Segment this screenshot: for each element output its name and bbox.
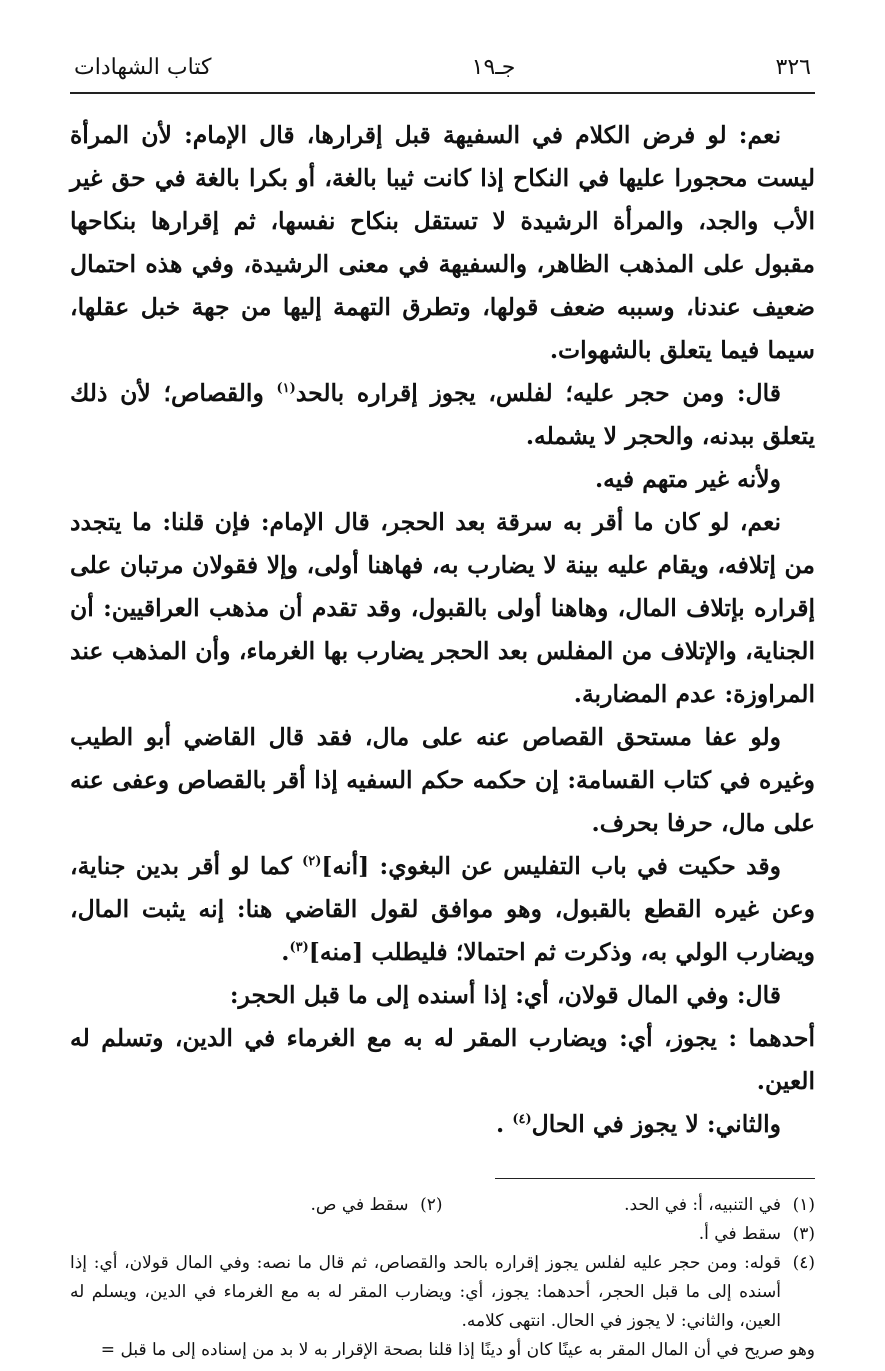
footnote-number: (١) <box>792 1195 815 1215</box>
paragraph: نعم: لو فرض الكلام في السفيهة قبل إقرارها، قال الإمام: لأن المرأة ليست محجورا عليها في النكاح إذا كانت ثيبا بالغة، أو بكرا بالغة في حق غير الأب والجد، والمرأة الرشيدة لا تستقل بنكاح نفسها، ثم إقرارها بنكاحها مقبول على المذهب الظاهر، والسفيهة في معنى الرشيدة، وفي هذه احتمال ضعيف عندنا، وسببه ضعف قولها، وتطرق التهمة إليها من جهة خبل عقلها، سيما فيما يتعلق بالشهوات. <box>70 121 815 364</box>
footnote-text: في التنبيه، أ: في الحد. <box>624 1195 781 1215</box>
main-text <box>70 114 815 1146</box>
text-run: كما لو أقر بدين جناية، وعن غيره القطع بالقبول، وهو موافق لقول القاضي هنا: إنه يثبت المال، ويضارب الولي به، وذكرت ثم احتمالا؛ فليطلب [منه] <box>70 852 815 966</box>
paragraph <box>70 372 815 458</box>
footnote-ref: (٤) <box>512 1112 532 1128</box>
footnote-number: (٢) <box>420 1195 443 1215</box>
footnotes <box>70 1191 815 1365</box>
paragraph: قال: وفي المال قولان، أي: إذا أسنده إلى ما قبل الحجر: <box>229 981 781 1009</box>
text-run: . <box>495 1110 505 1138</box>
footnote-row <box>70 1191 815 1220</box>
footnote-text: سقط في أ. <box>698 1224 781 1244</box>
footnote-divider <box>495 1178 815 1179</box>
footnote-ref: (٣) <box>289 940 309 956</box>
paragraph: ولأنه غير متهم فيه. <box>594 465 781 493</box>
text-run: قال: ومن حجر عليه؛ لفلس، يجوز إقراره بالحد <box>295 379 782 407</box>
paragraph: أحدهما : يجوز، أي: ويضارب المقر له به مع الغرماء في الدين، وتسلم له العين. <box>70 1024 815 1095</box>
footnote-number: (٤) <box>792 1253 815 1273</box>
paragraph <box>70 1103 815 1146</box>
text-run: والثاني: لا يجوز في الحال <box>531 1110 781 1138</box>
book-title: كتاب الشهادات <box>74 55 212 80</box>
text-run: لأن ذلك يتعلق ببدنه، والحجر لا يشمله. <box>70 379 815 450</box>
footnote-row <box>70 1249 815 1336</box>
highlighted-text: والقصاص؛ <box>163 379 264 407</box>
footnote-row <box>70 1220 815 1249</box>
volume-label: جـ١٩ <box>471 55 516 80</box>
paragraph <box>70 845 815 974</box>
paragraph: نعم، لو كان ما أقر به سرقة بعد الحجر، قال الإمام: فإن قلنا: ما يتجدد من إتلافه، ويقام عليه بينة لا يضارب به، فهاهنا أولى، وإلا فقولان مرتبان على إقراره بإتلاف المال، وهاهنا أولى بالقبول، وقد تقدم أن مذهب العراقيين: أن الجناية، والإتلاف من المفلس بعد الحجر يضارب بها الغرماء، وأن المذهب عند المراوزة: عدم المضاربة. <box>70 508 815 708</box>
footnote-continuation: وهو صريح في أن المال المقر به عينًا كان أو دينًا إذا قلنا بصحة الإقرار به لا بد من إسناده إلى ما قبل = <box>100 1340 815 1360</box>
page-header <box>70 55 815 94</box>
footnote-ref: (١) <box>276 381 296 397</box>
footnote-text: سقط في ص. <box>310 1195 409 1215</box>
page-number: ٣٢٦ <box>775 55 811 80</box>
footnote-ref: (٢) <box>302 854 322 870</box>
footnote-number: (٣) <box>792 1224 815 1244</box>
text-run: . <box>281 938 290 966</box>
text-run: وقد حكيت في باب التفليس عن البغوي: [أنه] <box>321 852 782 880</box>
footnote-text: قوله: ومن حجر عليه لفلس يجوز إقراره بالحد والقصاص، ثم قال ما نصه: وفي المال قولان، أي: إذا أسنده إلى ما قبل الحجر، أحدهما: يجوز، أي: ويضارب المقر له به مع الغرماء في الدين، ويسلم له العين، والثاني: لا يجوز في الحال. انتهى كلامه. <box>70 1253 781 1331</box>
paragraph: ولو عفا مستحق القصاص عنه على مال، فقد قال القاضي أبو الطيب وغيره في كتاب القسامة: إن حكمه حكم السفيه إذا أقر بالقصاص وعفى عنه على مال، حرفا بحرف. <box>70 723 815 837</box>
